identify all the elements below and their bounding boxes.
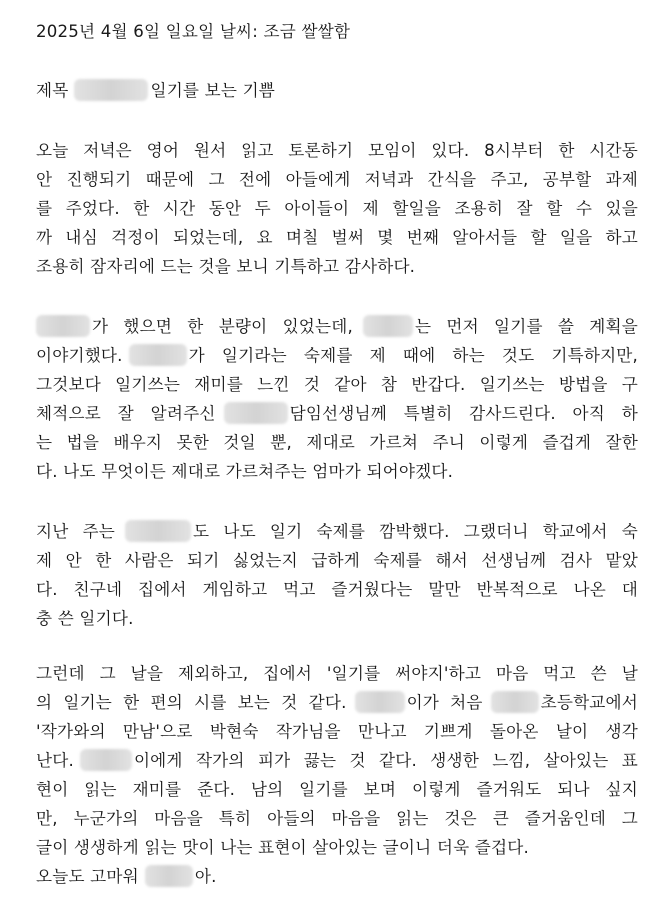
paragraph2-line2-text-a: 이야기했다. (36, 346, 123, 365)
paragraph4-line8 (36, 863, 638, 891)
paragraph2-line5-text: 는 법을 배우지 못한 것일 뿐, 제대로 가르쳐 주니 이렇게 즐겁게 잘한 (36, 433, 638, 452)
paragraph3-line1-text-b: 도 나도 일기 숙제를 깜박했다. 그랬더니 학교에서 숙 (193, 522, 638, 541)
paragraph4-line8-text-b: 아. (194, 867, 217, 886)
paragraph1-line5-text: 조용히 잠자리에 드는 것을 보니 기특하고 감사하다. (36, 257, 416, 276)
paragraph3-line4-text: 충 쓴 일기다. (36, 609, 134, 628)
redacted-school-blur (491, 691, 539, 713)
paragraph1-line3-text: 를 주었다. 한 시간 동안 두 아이들이 제 할일을 조용히 잘 할 수 있을 (36, 199, 638, 218)
paragraph4-line4 (36, 747, 638, 775)
paragraph3-line3 (36, 576, 638, 604)
redacted-name-blur (36, 315, 90, 337)
paragraph2-line1 (36, 313, 638, 341)
paragraph2-line4-text-a: 체적으로 잘 알려주신 (36, 404, 216, 423)
redacted-name-blur (363, 315, 413, 337)
paragraph2-line3-text: 그것보다 일기쓰는 재미를 느낀 것 같아 참 반갑다. 일기쓰는 방법을 구 (36, 375, 638, 394)
paragraph2-line3 (36, 371, 638, 399)
paragraph3-line2-text: 제 안 한 사람은 되기 싫었는지 급하게 숙제를 해서 선생님께 검사 맡았 (36, 551, 638, 570)
redacted-school-blur (224, 402, 288, 424)
paragraph3-line2 (36, 547, 638, 575)
paragraph1-line5 (36, 253, 638, 281)
paragraph2-line2 (36, 342, 638, 370)
paragraph4-line3 (36, 718, 638, 746)
title-suffix: 일기를 보는 기쁨 (150, 81, 276, 100)
paragraph4-line3-text: '작가와의 만남'으로 박현숙 작가님을 만나고 기쁘게 돌아온 날이 생각 (36, 722, 638, 741)
paragraph4-line5-text: 현이 읽는 재미를 준다. 남의 일기를 보며 이렇게 즐거워도 되나 싶지 (36, 780, 638, 799)
redacted-name-blur (80, 749, 132, 771)
paragraph1-line1 (36, 137, 638, 165)
paragraph2-line5 (36, 429, 638, 457)
paragraph2-line1-text-b: 는 먼저 일기를 쓸 계획을 (414, 317, 638, 336)
paragraph3-line4 (36, 605, 638, 633)
paragraph4-line2 (36, 689, 638, 717)
paragraph4-line5 (36, 776, 638, 804)
title-prefix: 제목 (36, 81, 69, 100)
date-weather-line (36, 18, 638, 46)
paragraph4-line4-text-a: 난다. (36, 751, 74, 770)
redacted-name-blur (355, 691, 405, 713)
paragraph2-line6-text: 다. 나도 무엇이든 제대로 가르쳐주는 엄마가 되어야겠다. (36, 462, 454, 481)
redacted-name-blur (129, 344, 187, 366)
paragraph2-line4-text-b: 담임선생님께 특별히 감사드린다. 아직 하 (289, 404, 639, 423)
paragraph3-line1-text-a: 지난 주는 (36, 522, 116, 541)
paragraph3-line1 (36, 518, 638, 546)
paragraph4-line1-text: 그런데 그 날을 제외하고, 집에서 '일기를 써야지'하고 마음 먹고 쓴 날 (36, 664, 638, 683)
paragraph2-line6 (36, 458, 638, 486)
paragraph4-line6 (36, 805, 638, 833)
paragraph4-line8-text-a: 오늘도 고마워 (36, 867, 139, 886)
redacted-name-blur (125, 520, 191, 542)
paragraph2-line2-text-b: 가 일기라는 숙제를 제 때에 하는 것도 기특하지만, (188, 346, 638, 365)
paragraph4-line6-text: 만, 누군가의 마음을 특히 아들의 마음을 읽는 것은 큰 즐거움인데 그 (36, 809, 638, 828)
title-line (36, 77, 638, 105)
paragraph4-line2-text-c: 초등학교에서 (540, 693, 638, 712)
paragraph4-line1 (36, 660, 638, 688)
paragraph1-line1-text: 오늘 저녁은 영어 원서 읽고 토론하기 모임이 있다. 8시부터 한 시간동 (36, 141, 638, 160)
redacted-name-blur (145, 865, 193, 887)
paragraph1-line4-text: 까 내심 걱정이 되었는데, 요 며칠 벌써 몇 번째 알아서들 할 일을 하고 (36, 228, 638, 247)
paragraph2-line1-text-a: 가 했으면 한 분량이 있었는데, (92, 317, 353, 336)
paragraph1-line2-text: 안 진행되기 때문에 그 전에 아들에게 저녁과 간식을 주고, 공부할 과제 (36, 170, 638, 189)
paragraph1-line4 (36, 224, 638, 252)
paragraph1-line2 (36, 166, 638, 194)
paragraph4-line2-text-a: 의 일기는 한 편의 시를 보는 것 같다. (36, 693, 347, 712)
paragraph3-line3-text: 다. 친구네 집에서 게임하고 먹고 즐거웠다는 말만 반복적으로 나온 대 (36, 580, 638, 599)
paragraph1-line3 (36, 195, 638, 223)
redacted-name-blur (74, 79, 148, 101)
paragraph4-line4-text-b: 이에게 작가의 피가 끓는 것 같다. 생생한 느낌, 살아있는 표 (133, 751, 638, 770)
paragraph4-line7 (36, 834, 638, 862)
date-weather-text: 2025년 4월 6일 일요일 날씨: 조금 쌀쌀함 (36, 22, 351, 41)
paragraph4-line2-text-b: 이가 처음 (406, 693, 483, 712)
paragraph4-line7-text: 글이 생생하게 읽는 맛이 나는 표현이 살아있는 글이니 더욱 즐겁다. (36, 838, 529, 857)
paragraph2-line4 (36, 400, 638, 428)
